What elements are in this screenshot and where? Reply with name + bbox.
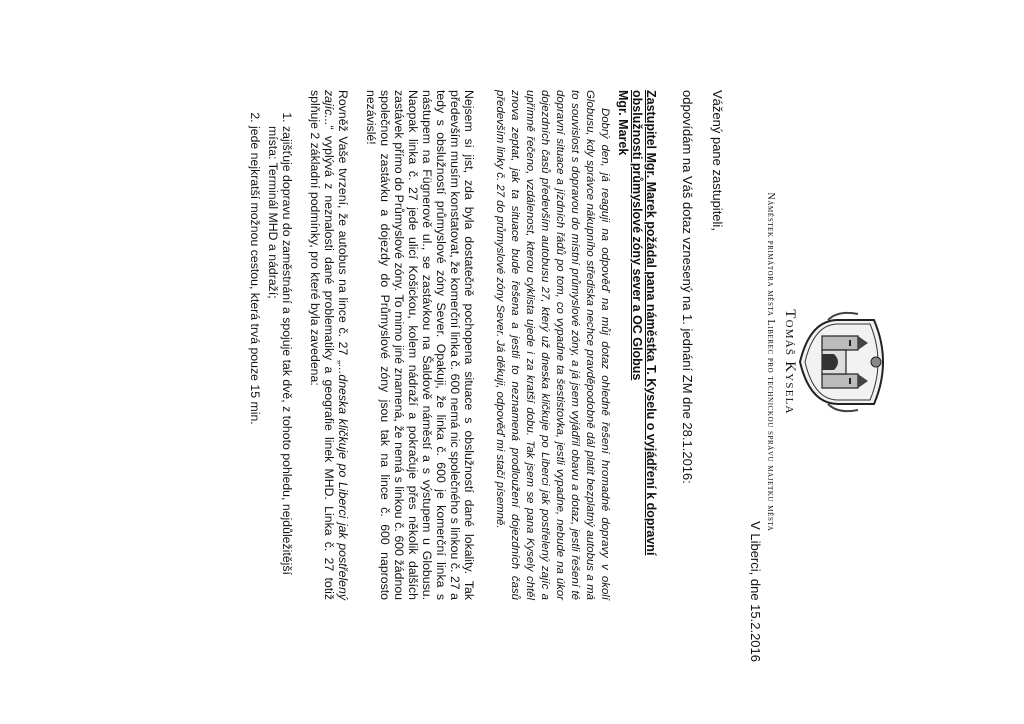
- quoted-question-text: Dobrý den, já reaguji na odpověď na můj dotaz ohledně řešení hromadné dopravy v okolí Globusu, kdy správce nákupního střediska nechce pravděpodobně dál platit bezplatný autobus a má to souvislost s dopravou do místní průmyslové zóny, a já jsem vyjádřil obavu a dotaz, jestli řešení té dopravní situace a jízdních řádů po tom, co vypadne ta šestistovka, jestli vypadne, nebude na úkor dojezdních časů především autobusu 27, který už dneska kličkuje po Liberci jak postřelený zajíc a upřímně řečeno, vzdálenost, kterou cyklista ujede i za kratší dobu. Tak jsem se pana Kysely chtěl znova zeptat, jak ta situace bude řešena a jestli to neznamená prodloužení dojezdních časů především linky č. 27 do průmyslové zóny Sever. Já děkuji, odpověď mi stačí písemně.: [494, 90, 611, 600]
- answer-paragraph-1: Nejsem si jist, zda byla dostatečně pochopena situace s obslužností dané lokality. Tak především musím konstatovat, že komerční linka č. 600 nemá nic společného s linkou č. 27 a tedy s obslužností průmyslové zóny Sever. Opakuji, že linka č. 600 je komerční linka s nástupem na Fügnerově ul., se zastávkou na Šaldově náměstí a s výstupem u Globusu. Naopak linka č. 27 jede ulicí Košickou, kolem nádraží a pokračuje přes několik dalších zastávek přímo do Průmyslové zóny. To mimo jiné znamená, že nemá s linkou č. 600 žádnou společnou zastávku a dojezdy do Průmyslové zóny jsou tak na lince č. 600 naprosto nezávislé!: [364, 90, 476, 600]
- para2-quote: ...dneska kličkuje po Liberci jak postřelený zajíc...: [322, 90, 350, 600]
- sender-title: Náměstek primátora města Liberec pro technickou správu majetku města: [765, 192, 776, 532]
- letter-date: V Liberci, dne 15.2.2016: [748, 521, 763, 662]
- para2-before: Rovněž Vaše tvrzení, že autobus na lince č. 27 „: [336, 90, 350, 365]
- salutation: Vážený pane zastupiteli,: [710, 90, 725, 231]
- para2-after: “ vyplývá z neznalosti dané problematiky a geografie linek MHD. Linka č. 27 totiž splňuje 2 základní podmínky, pro které byla zavedena:: [308, 90, 336, 600]
- question-author: Mgr. Marek: [616, 90, 630, 156]
- city-coat-of-arms-icon: [798, 310, 888, 414]
- list-item: 2. jede nejkratší možnou cestou, která trvá pouze 15 min.: [248, 126, 262, 600]
- question-heading: Zastupitel Mgr. Marek požádal pana náměstka T. Kyselu o vyjádření k dopravní obslužnosti průmyslové zóny sever a OC Globus: [630, 90, 658, 556]
- list-item: 1. zajišťuje dopravu do zaměstnání a spojuje tak dvě, z tohoto pohledu, nejdůležitější místa: Terminál MHD a nádraží;: [266, 126, 294, 600]
- answer-paragraph-2: [308, 90, 350, 600]
- sender-name: Tomáš Kysela: [782, 309, 798, 415]
- letter-body: [244, 90, 763, 662]
- conditions-list: [248, 90, 294, 600]
- intro-line: odpovídám na Váš dotaz vznesený na 1. jednání ZM dne 28.1.2016:: [680, 90, 695, 484]
- quoted-question: [492, 90, 612, 600]
